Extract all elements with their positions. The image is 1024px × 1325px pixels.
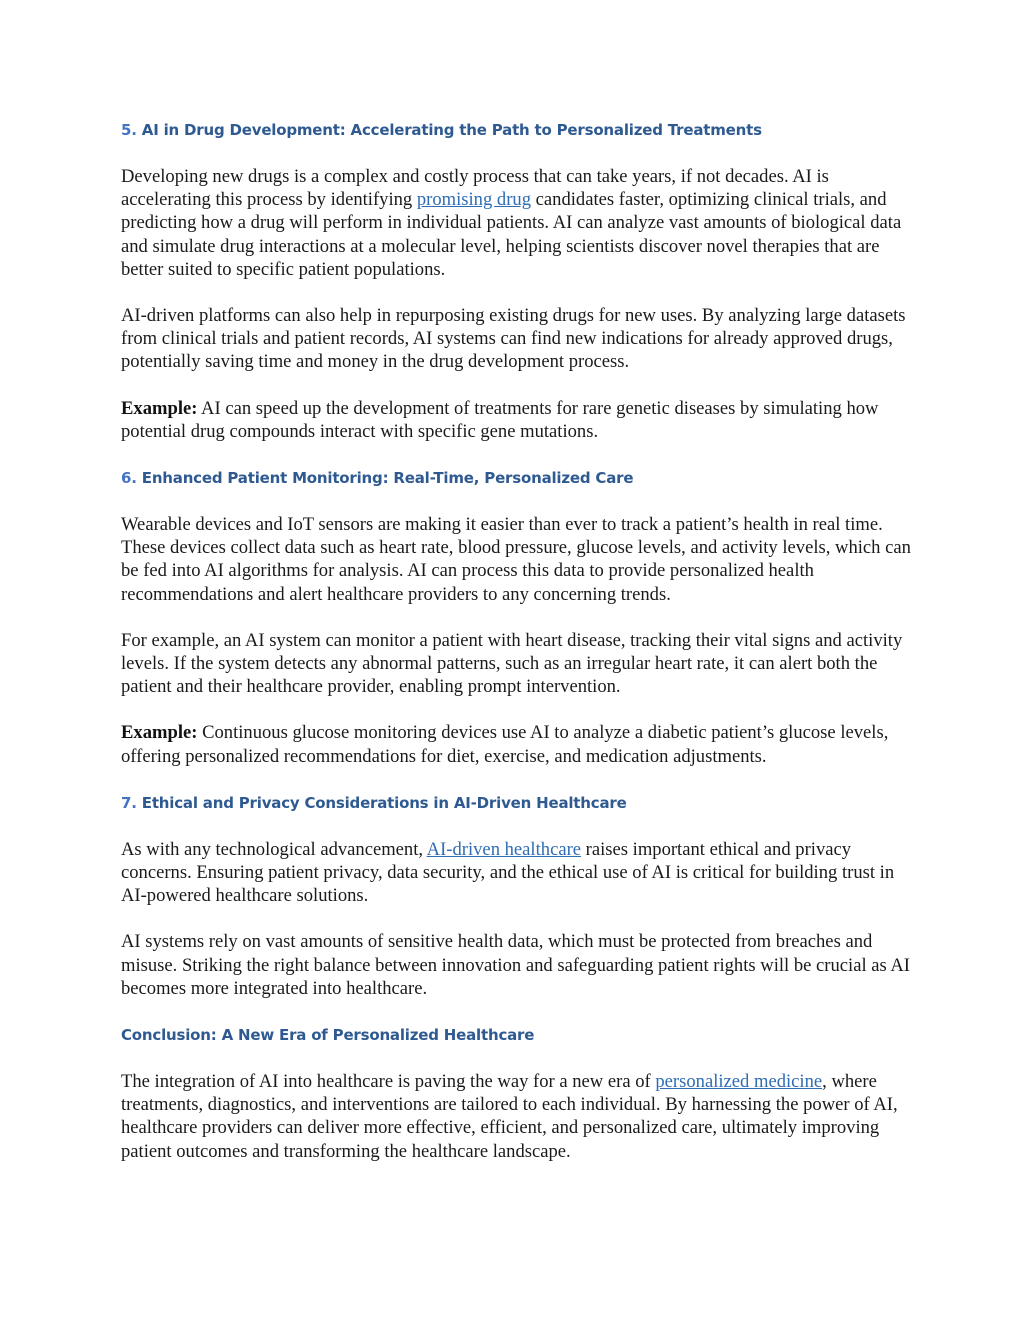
- section-6-number: 6.: [121, 469, 137, 488]
- document-page: [121, 118, 911, 1186]
- section-5-example-text: AI can speed up the development of treatments for rare genetic diseases by simulating how potential drug compounds interact with specific gene mutations.: [121, 397, 879, 442]
- conclusion-heading: Conclusion: A New Era of Personalized Healthcare: [121, 1026, 535, 1045]
- section-6-example: [121, 721, 911, 767]
- section-6-paragraph-1: Wearable devices and IoT sensors are making it easier than ever to track a patient’s health in real time. These devices collect data such as heart rate, blood pressure, glucose levels, and activity levels, which can be fed into AI algorithms for analysis. AI can process this data to provide personalized health recommendations and alert healthcare providers to any concerning trends.: [121, 514, 911, 605]
- conclusion-paragraph: [121, 1070, 911, 1163]
- section-5-heading: [121, 118, 911, 142]
- section-5-paragraph-2: AI-driven platforms can also help in repurposing existing drugs for new uses. By analyzing large datasets from clinical trials and patient records, AI systems can find new indications for already approved drugs, potentially saving time and money in the drug development process.: [121, 305, 906, 373]
- section-7-paragraph-1: [121, 838, 911, 908]
- section-7-p1-text-b: raises important ethical and privacy concerns. Ensuring patient privacy, data security, and the ethical use of AI is critical for building trust in AI-powered healthcare solutions.: [121, 838, 895, 907]
- personalized-medicine-link[interactable]: personalized medicine: [655, 1071, 823, 1093]
- section-6-example-label: Example:: [121, 722, 198, 744]
- ai-driven-healthcare-link[interactable]: AI-driven healthcare: [426, 838, 582, 860]
- section-7-number: 7.: [121, 793, 137, 812]
- section-5-title: AI in Drug Development: Accelerating the Path to Personalized Treatments: [141, 121, 762, 139]
- section-5-p1-text-a: Developing new drugs is a complex and costly process that can take years, if not decades. AI is accelerating this process by identifying: [121, 166, 829, 211]
- section-6-paragraph-2: For example, an AI system can monitor a patient with heart disease, tracking their vital signs and activity levels. If the system detects any abnormal patterns, such as an irregular heart rate, it can alert both the patient and their healthcare provider, enabling prompt intervention.: [121, 629, 903, 698]
- section-7-heading: [121, 791, 911, 815]
- section-6-title: Enhanced Patient Monitoring: Real-Time, Personalized Care: [141, 469, 634, 488]
- conclusion-text-a: The integration of AI into healthcare is paving the way for a new era of: [121, 1071, 656, 1093]
- section-5-example-label: Example:: [121, 397, 198, 419]
- section-7-p1-text-a: As with any technological advancement,: [121, 838, 427, 860]
- section-5-number: 5.: [121, 121, 137, 139]
- section-5-example: [121, 397, 911, 443]
- section-5-paragraph-1: [121, 165, 911, 281]
- section-6-heading: [121, 466, 911, 490]
- section-7-title: Ethical and Privacy Considerations in AI-Driven Healthcare: [141, 793, 627, 812]
- conclusion-text-b: , where treatments, diagnostics, and interventions are tailored to each individual. By harnessing the power of AI, healthcare providers can deliver more effective, efficient, and personalized care, ultimately improving patient outcomes and transforming the healthcare landscape.: [121, 1071, 898, 1162]
- section-6-example-text: Continuous glucose monitoring devices use AI to analyze a diabetic patient’s glucose levels, offering personalized recommendations for diet, exercise, and medication adjustments.: [121, 722, 889, 767]
- section-7-paragraph-2: AI systems rely on vast amounts of sensitive health data, which must be protected from breaches and misuse. Striking the right balance between innovation and safeguarding patient rights will be crucial as AI becomes more integrated into healthcare.: [121, 931, 910, 999]
- promising-drug-link[interactable]: promising drug: [416, 189, 532, 211]
- section-5-p1-text-b: candidates faster, optimizing clinical trials, and predicting how a drug will perform in individual patients. AI can analyze vast amounts of biological data and simulate drug interactions at a molecular level, helping scientists discover novel therapies that are better suited to specific patient populations.: [121, 189, 902, 280]
